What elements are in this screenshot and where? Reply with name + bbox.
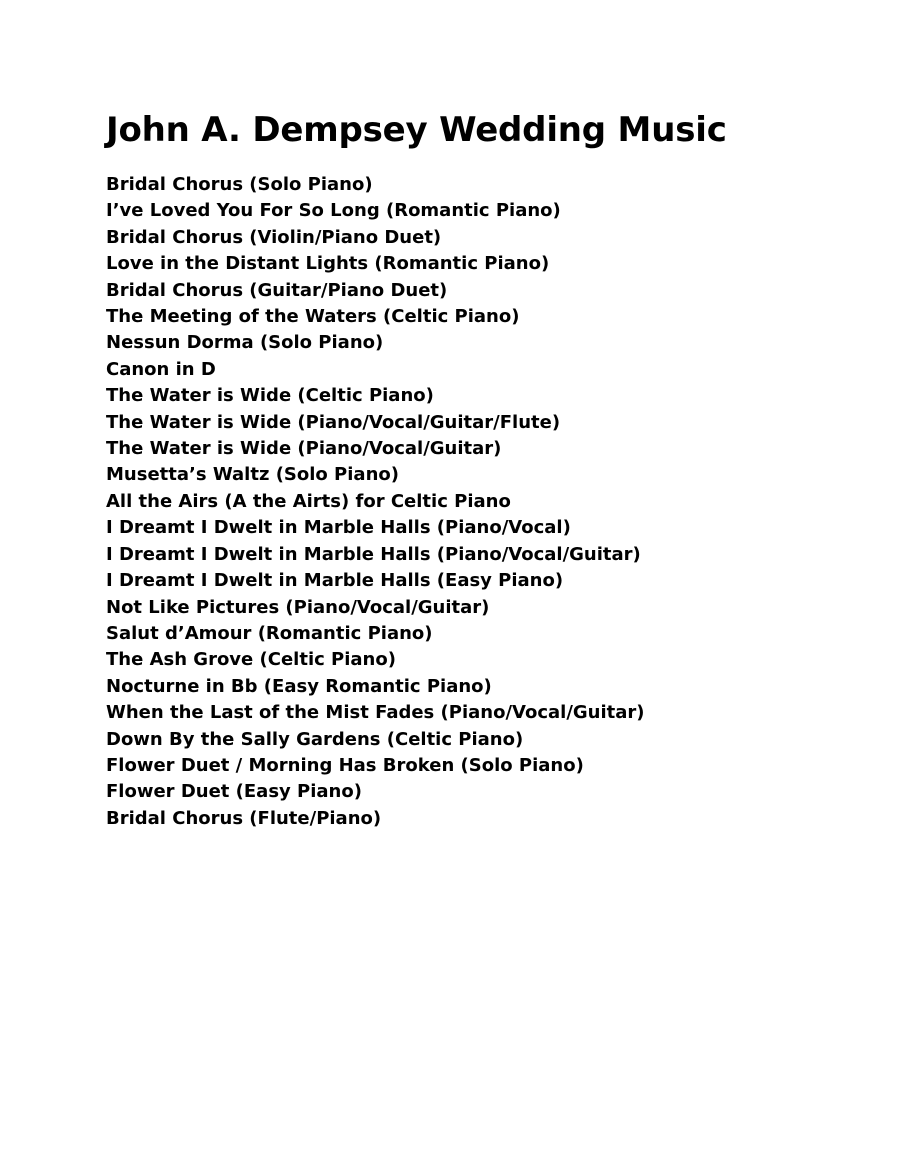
list-item: The Meeting of the Waters (Celtic Piano) — [106, 306, 520, 328]
list-item: Bridal Chorus (Flute/Piano) — [106, 807, 382, 829]
list-item: Not Like Pictures (Piano/Vocal/Guitar) — [106, 596, 490, 618]
page-title: John A. Dempsey Wedding Music — [106, 110, 727, 150]
list-item: Bridal Chorus (Guitar/Piano Duet) — [106, 279, 448, 301]
list-item: The Water is Wide (Piano/Vocal/Guitar) — [106, 438, 502, 460]
list-item: When the Last of the Mist Fades (Piano/Vocal/Guitar) — [106, 702, 645, 724]
list-item: I Dreamt I Dwelt in Marble Halls (Easy Piano) — [106, 570, 564, 592]
list-item: All the Airs (A the Airts) for Celtic Piano — [106, 490, 511, 512]
list-item: Nocturne in Bb (Easy Romantic Piano) — [106, 675, 492, 697]
list-item: The Ash Grove (Celtic Piano) — [106, 649, 396, 671]
list-item: Canon in D — [106, 358, 216, 380]
list-item: Down By the Sally Gardens (Celtic Piano) — [106, 728, 524, 750]
list-item: I’ve Loved You For So Long (Romantic Piano) — [106, 200, 561, 222]
list-item: Flower Duet / Morning Has Broken (Solo Piano) — [106, 754, 584, 776]
list-item: Bridal Chorus (Violin/Piano Duet) — [106, 226, 442, 248]
list-item: The Water is Wide (Piano/Vocal/Guitar/Flute) — [106, 411, 561, 433]
list-item: Musetta’s Waltz (Solo Piano) — [106, 464, 399, 486]
music-list — [106, 172, 886, 832]
list-item: Salut d’Amour (Romantic Piano) — [106, 622, 433, 644]
list-item: I Dreamt I Dwelt in Marble Halls (Piano/Vocal) — [106, 517, 571, 539]
list-item: Bridal Chorus (Solo Piano) — [106, 174, 373, 195]
list-item: Love in the Distant Lights (Romantic Piano) — [106, 253, 550, 275]
document-page — [106, 104, 886, 832]
list-item: Flower Duet (Easy Piano) — [106, 781, 362, 803]
list-item: The Water is Wide (Celtic Piano) — [106, 385, 434, 407]
list-item: I Dreamt I Dwelt in Marble Halls (Piano/Vocal/Guitar) — [106, 543, 641, 565]
list-item: Nessun Dorma (Solo Piano) — [106, 332, 384, 354]
